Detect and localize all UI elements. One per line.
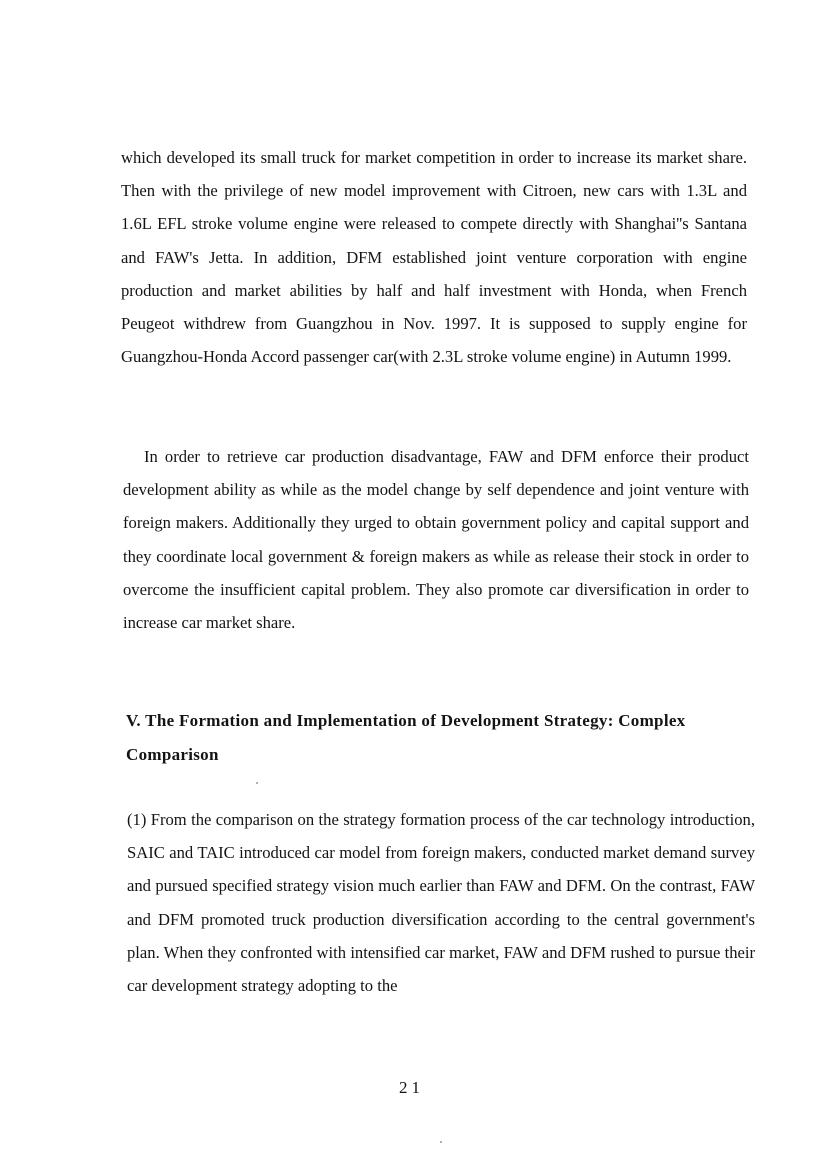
paragraph-capital-strategy: In order to retrieve car production disadvantage, FAW and DFM enforce their product development ability as while as the model change by self dependence and joint venture with foreign makers. Additionally they urged to obtain government policy and capital support and they coordinate local government & foreign makers as while as release their stock in order to overcome the insufficient capital problem. They also promote car diversification in order to increase car market share.: [123, 447, 749, 633]
paragraph-comparison-1: (1) From the comparison on the strategy formation process of the car technology introduction, SAIC and TAIC introduced car model from foreign makers, conducted market demand survey and pursued specified strategy vision much earlier than FAW and DFM. On the contrast, FAW and DFM promoted truck production diversification according to the central government's plan. When they confronted with intensified car market, FAW and DFM rushed to pursue their car development strategy adopting to the: [127, 810, 755, 996]
section-heading: V. The Formation and Implementation of Development Strategy: Complex Comparison: [126, 711, 686, 764]
scan-speck: [256, 782, 258, 784]
scan-speck: [440, 1141, 442, 1143]
page-number: 21: [399, 1078, 424, 1097]
paragraph-continuation: which developed its small truck for market competition in order to increase its market share. Then with the privilege of new model improvement with Citroen, new cars with 1.3L and 1.6L EFL stroke volume engine were released to compete directly with Shanghai''s Santana and FAW's Jetta. In addition, DFM established joint venture corporation with engine production and market abilities by half and half investment with Honda, when French Peugeot withdrew from Guangzhou in Nov. 1997. It is supposed to supply engine for Guangzhou-Honda Accord passenger car(with 2.3L stroke volume engine) in Autumn 1999.: [121, 148, 747, 367]
